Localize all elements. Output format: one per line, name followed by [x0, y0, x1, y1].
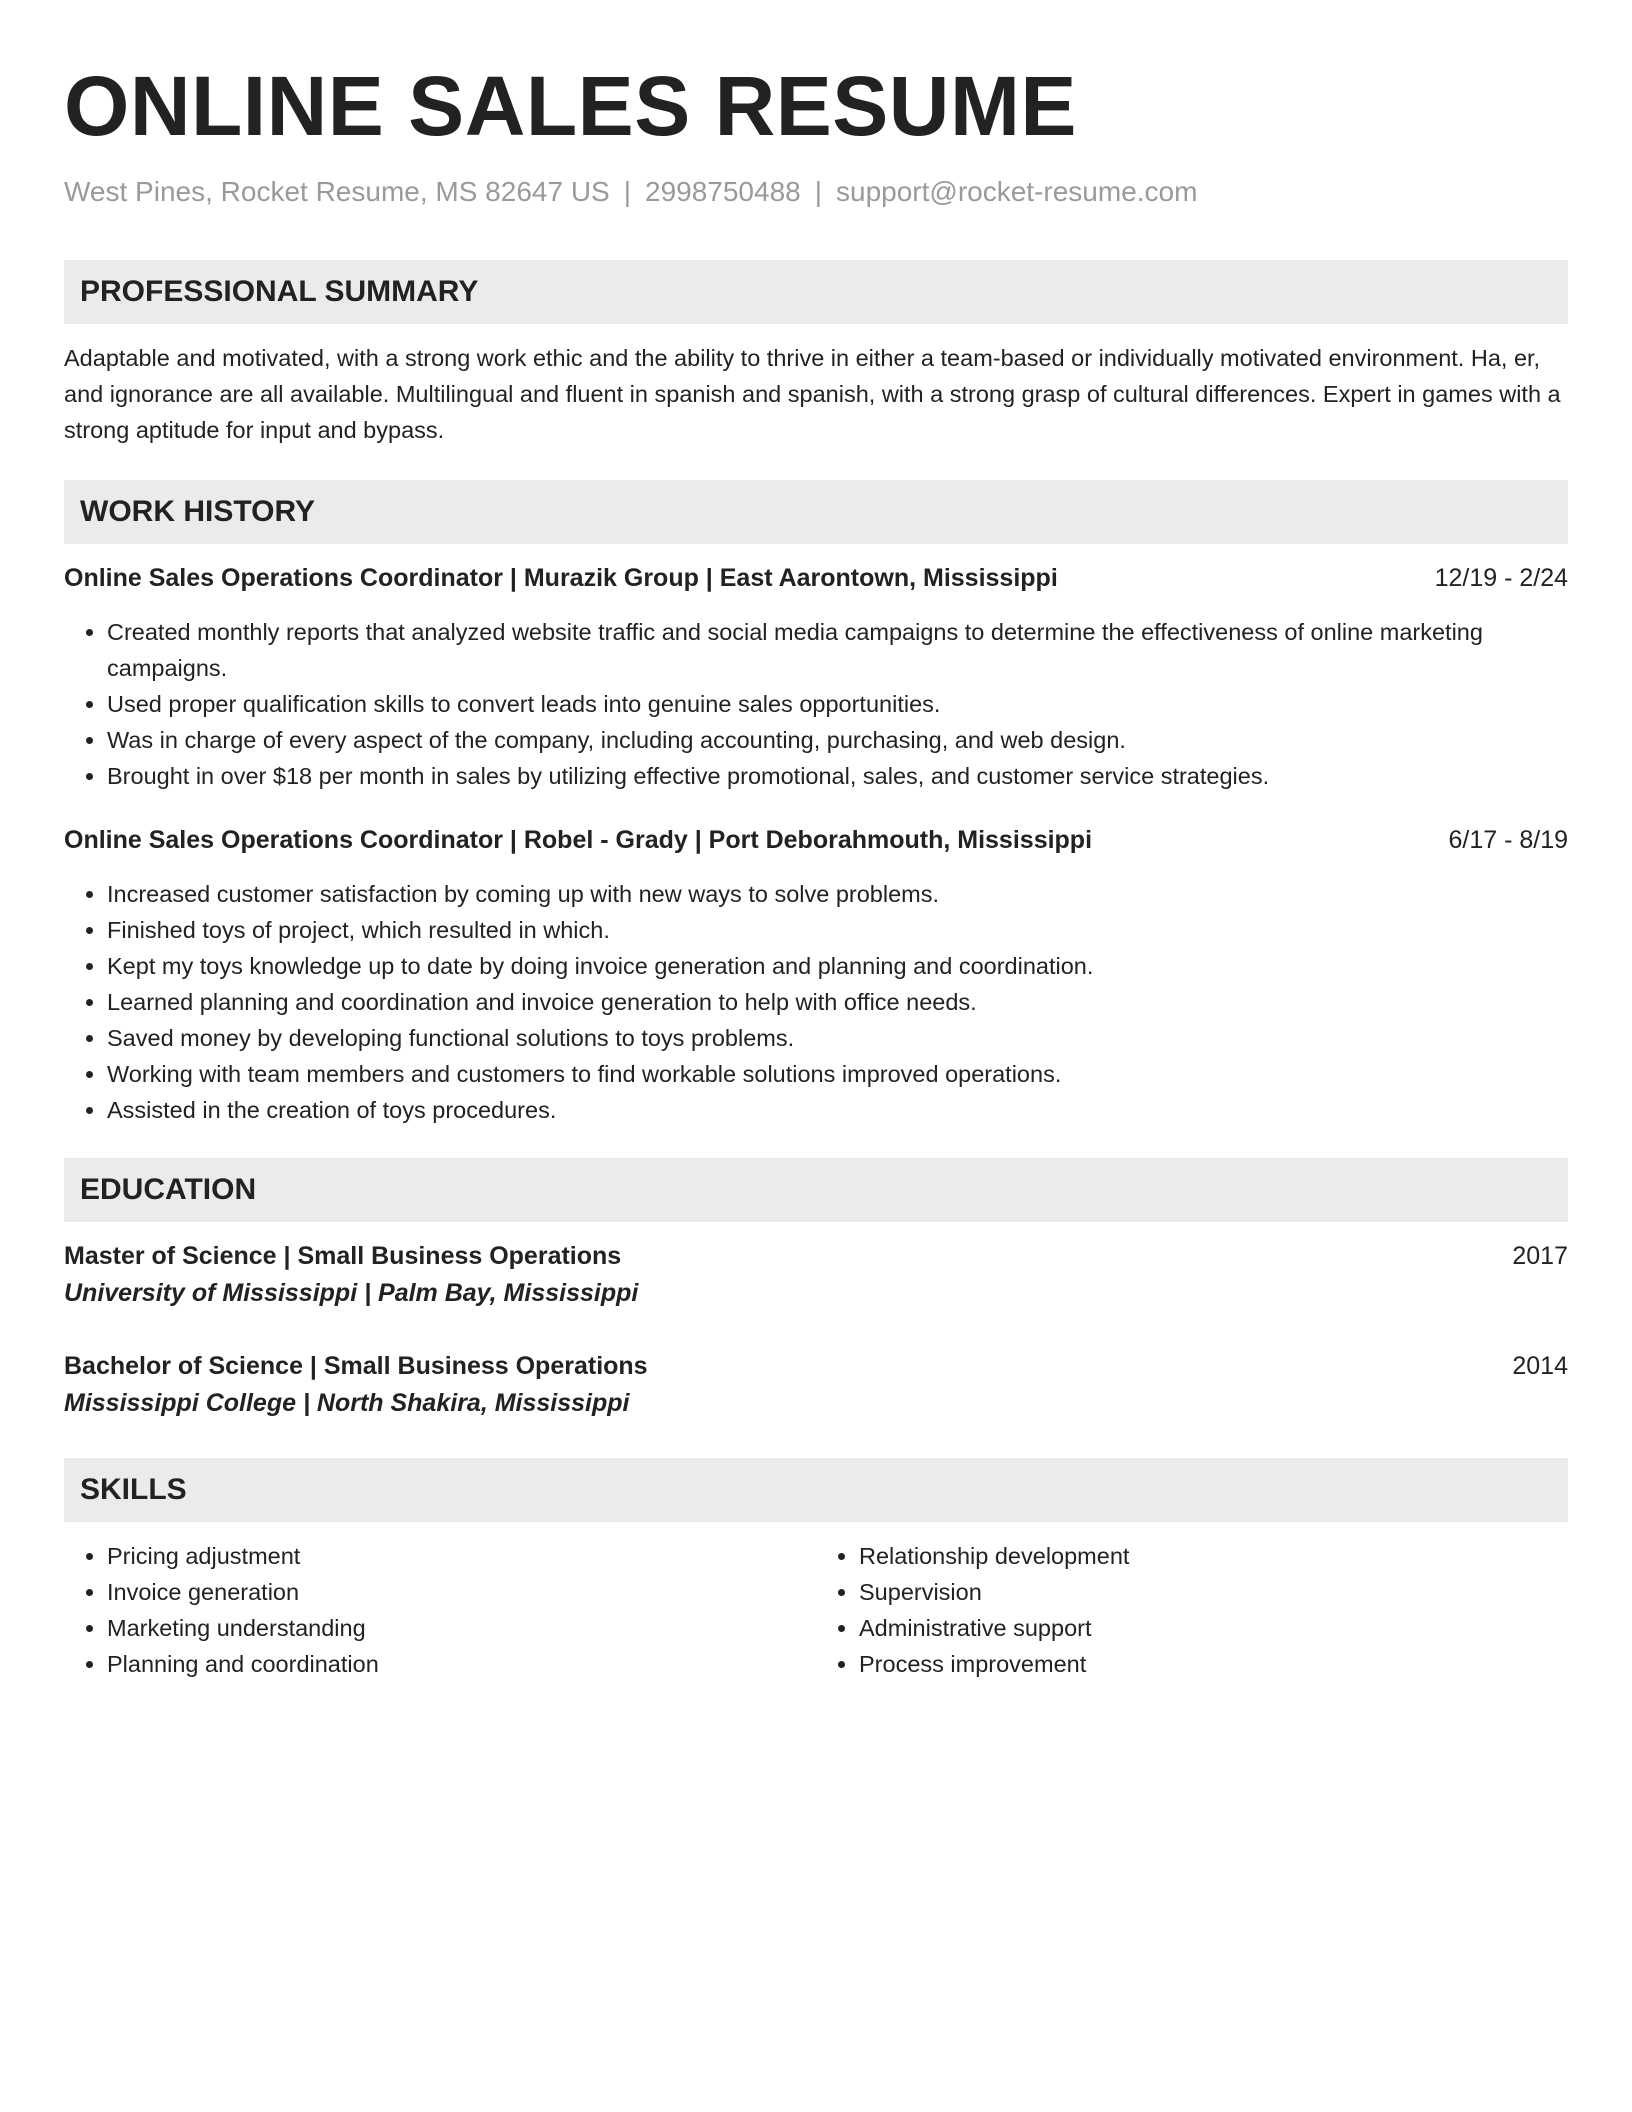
skill-item: • Relationship development [859, 1538, 1568, 1574]
job-bullet: • Created monthly reports that analyzed website traffic and social media campaigns to determine the effectiveness of online marketing campaigns. [107, 614, 1568, 686]
summary-text: Adaptable and motivated, with a strong work ethic and the ability to thrive in either a team-based or individually motivated environment. Ha, er, and ignorance are all available. Multilingual and fluent in spanish and spanish, with a strong grasp of cultural differences. Expert in games with a strong aptitude for input and bypass. [64, 345, 1561, 443]
job-bullet: • Learned planning and coordination and invoice generation to help with office needs. [107, 984, 1568, 1020]
job-bullet: • Assisted in the creation of toys procedures. [107, 1092, 1568, 1128]
contact-email: support@rocket-resume.com [836, 176, 1198, 207]
job-title: Online Sales Operations Coordinator | Robel - Grady | Port Deborahmouth, Mississippi [64, 826, 1093, 854]
job-dates: 6/17 - 8/19 [1448, 826, 1568, 854]
contact-address: West Pines, Rocket Resume, MS 82647 US [64, 176, 610, 207]
skill-item: • Planning and coordination [107, 1646, 816, 1682]
education-year: 2014 [1512, 1352, 1568, 1380]
education-school: University of Mississippi | Palm Bay, Mississippi [64, 1279, 639, 1307]
skill-item: • Supervision [859, 1574, 1568, 1610]
education-header [64, 1238, 1568, 1274]
job-bullets [64, 614, 1568, 794]
education-year: 2017 [1512, 1242, 1568, 1270]
job-bullet: • Working with team members and customers to find workable solutions improved operations. [107, 1056, 1568, 1092]
job-bullet: • Brought in over $18 per month in sales by utilizing effective promotional, sales, and customer service strategies. [107, 758, 1568, 794]
job-entry [64, 560, 1568, 794]
section-header-education: EDUCATION [64, 1158, 1568, 1222]
job-header [64, 822, 1568, 858]
job-bullet: • Was in charge of every aspect of the company, including accounting, purchasing, and web design. [107, 722, 1568, 758]
job-header [64, 560, 1568, 596]
education-school: Mississippi College | North Shakira, Mississippi [64, 1389, 630, 1417]
job-bullet: • Saved money by developing functional solutions to toys problems. [107, 1020, 1568, 1056]
skills-list [816, 1538, 1568, 1682]
job-bullet: • Increased customer satisfaction by coming up with new ways to solve problems. [107, 876, 1568, 912]
job-bullets [64, 876, 1568, 1128]
skill-item: • Invoice generation [107, 1574, 816, 1610]
job-bullet: • Kept my toys knowledge up to date by doing invoice generation and planning and coordination. [107, 948, 1568, 984]
section-header-skills: SKILLS [64, 1458, 1568, 1522]
job-bullet: • Used proper qualification skills to convert leads into genuine sales opportunities. [107, 686, 1568, 722]
section-header-summary: PROFESSIONAL SUMMARY [64, 260, 1568, 324]
skill-item: • Process improvement [859, 1646, 1568, 1682]
resume-title: ONLINE SALES RESUME [64, 59, 1077, 153]
contact-line [64, 174, 1568, 210]
contact-separator: | [623, 176, 631, 207]
job-dates: 12/19 - 2/24 [1434, 564, 1568, 592]
skills-column-right [816, 1538, 1568, 1682]
job-title: Online Sales Operations Coordinator | Murazik Group | East Aarontown, Mississippi [64, 564, 1058, 592]
contact-phone: 2998750488 [645, 176, 801, 207]
skill-item: • Administrative support [859, 1610, 1568, 1646]
job-entry [64, 822, 1568, 1128]
job-bullet: • Finished toys of project, which resulted in which. [107, 912, 1568, 948]
skill-item: • Pricing adjustment [107, 1538, 816, 1574]
section-header-work-history: WORK HISTORY [64, 480, 1568, 544]
skills-list [64, 1538, 816, 1682]
skills-grid [64, 1538, 1568, 1682]
education-entry [64, 1348, 1568, 1422]
education-degree: Bachelor of Science | Small Business Operations [64, 1352, 648, 1380]
education-entry [64, 1238, 1568, 1312]
education-header [64, 1348, 1568, 1384]
education-degree: Master of Science | Small Business Operations [64, 1242, 622, 1270]
skills-column-left [64, 1538, 816, 1682]
contact-separator: | [814, 176, 823, 207]
skill-item: • Marketing understanding [107, 1610, 816, 1646]
